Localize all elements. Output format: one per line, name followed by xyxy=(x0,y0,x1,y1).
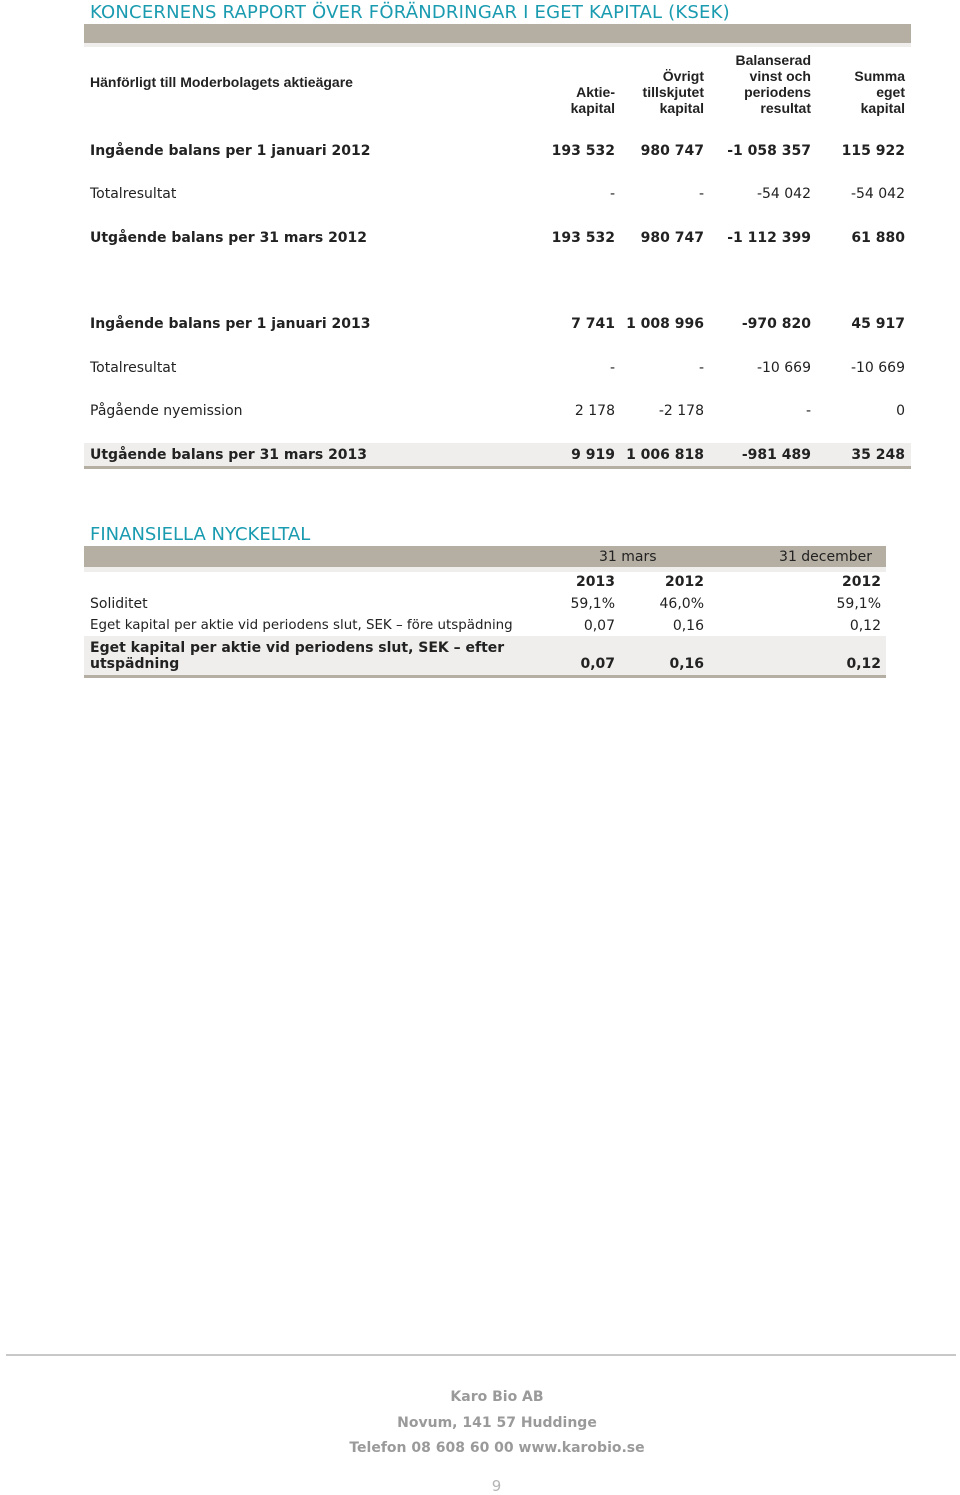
cell-value: - xyxy=(609,186,615,202)
cell-value: 0,12 xyxy=(846,656,881,672)
cell-value: - xyxy=(698,360,704,376)
row-label: Ingående balans per 1 januari 2012 xyxy=(90,143,371,159)
cell-value: 46,0% xyxy=(659,596,704,612)
column-header-line: kapital xyxy=(570,100,615,116)
equity-report-title: KONCERNENS RAPPORT ÖVER FÖRÄNDRINGAR I EGET KAPITAL (KSEK) xyxy=(90,2,730,23)
column-header-line: Övrigt xyxy=(662,68,704,84)
footer-company: Karo Bio AB xyxy=(450,1389,544,1405)
column-header-line: resultat xyxy=(760,100,811,116)
column-header-line: kapital xyxy=(860,100,905,116)
cell-value: 193 532 xyxy=(551,230,615,246)
cell-value: -970 820 xyxy=(741,316,811,332)
cell-value: -1 058 357 xyxy=(727,143,811,159)
cell-value: -981 489 xyxy=(741,447,811,463)
cell-value: 9 919 xyxy=(571,447,615,463)
row-label: Soliditet xyxy=(90,596,148,612)
cell-value: 980 747 xyxy=(640,143,704,159)
footer-divider xyxy=(6,1354,956,1356)
cell-value: -1 112 399 xyxy=(727,230,811,246)
cell-value: 0,07 xyxy=(583,618,615,634)
cell-value: 193 532 xyxy=(551,143,615,159)
footer-contact: Telefon 08 608 60 00 www.karobio.se xyxy=(349,1440,645,1456)
column-header-summa-eget-kapital xyxy=(854,68,905,116)
row-label: Totalresultat xyxy=(90,186,177,202)
cell-value: 59,1% xyxy=(570,596,615,612)
cell-value: 115 922 xyxy=(841,143,905,159)
cell-value: -54 042 xyxy=(850,186,905,202)
key-figures-title: FINANSIELLA NYCKELTAL xyxy=(90,524,311,545)
column-header-line: eget xyxy=(876,84,905,100)
cell-value: 35 248 xyxy=(851,447,905,463)
row-label: Eget kapital per aktie vid periodens slut, SEK – före utspädning xyxy=(90,618,513,633)
column-header-balanserad-vinst xyxy=(736,52,811,116)
cell-value: -10 669 xyxy=(756,360,811,376)
group-header-31-december: 31 december xyxy=(779,549,872,565)
row-label: Utgående balans per 31 mars 2012 xyxy=(90,230,368,246)
column-header-ovrigt-tillskjutet xyxy=(643,68,704,116)
cell-value: 0,12 xyxy=(849,618,881,634)
column-header-line: Summa xyxy=(854,68,905,84)
cell-value: -54 042 xyxy=(756,186,811,202)
cell-value: - xyxy=(805,403,811,419)
key-figures-header-band xyxy=(84,546,886,567)
cell-value: 7 741 xyxy=(571,316,615,332)
year-header: 2012 xyxy=(665,574,704,590)
header-subband xyxy=(84,43,911,47)
cell-value: 45 917 xyxy=(851,316,905,332)
header-band xyxy=(84,24,911,43)
column-header-line: periodens xyxy=(744,84,811,100)
row-label-multiline xyxy=(90,640,504,672)
column-header-line: kapital xyxy=(659,100,704,116)
cell-value: 1 006 818 xyxy=(626,447,704,463)
cell-value: - xyxy=(609,360,615,376)
cell-value: 61 880 xyxy=(851,230,905,246)
footer-address: Novum, 141 57 Huddinge xyxy=(397,1415,597,1431)
column-header-line: Balanserad xyxy=(735,52,811,68)
cell-value: -10 669 xyxy=(850,360,905,376)
column-header-line: tillskjutet xyxy=(642,84,704,100)
page-number: 9 xyxy=(491,1477,502,1495)
cell-value: 0,07 xyxy=(580,656,615,672)
cell-value: 1 008 996 xyxy=(626,316,704,332)
cell-value: 0,16 xyxy=(672,618,704,634)
cell-value: -2 178 xyxy=(658,403,704,419)
cell-value: 2 178 xyxy=(574,403,615,419)
cell-value: 980 747 xyxy=(640,230,704,246)
row-label: Pågående nyemission xyxy=(90,403,243,419)
year-header: 2012 xyxy=(842,574,881,590)
key-figures-bottom-rule xyxy=(84,675,886,678)
column-header-line: vinst och xyxy=(749,68,811,84)
row-label: Ingående balans per 1 januari 2013 xyxy=(90,316,371,332)
row-label: Totalresultat xyxy=(90,360,177,376)
column-header-aktiekapital xyxy=(571,84,615,116)
key-figures-subband xyxy=(84,567,886,572)
total-row-bottom-rule xyxy=(84,466,911,469)
cell-value: - xyxy=(698,186,704,202)
cell-value: 0 xyxy=(896,403,905,419)
header-label: Hänförligt till Moderbolagets aktieägare xyxy=(90,74,353,90)
cell-value: 59,1% xyxy=(836,596,881,612)
row-label-line: Eget kapital per aktie vid periodens slut, SEK – efter xyxy=(90,640,505,656)
year-header: 2013 xyxy=(576,574,615,590)
column-header-line: Aktie- xyxy=(576,84,615,100)
group-header-31-mars: 31 mars xyxy=(599,549,657,565)
row-label-line: utspädning xyxy=(90,656,180,672)
cell-value: 0,16 xyxy=(669,656,704,672)
row-label: Utgående balans per 31 mars 2013 xyxy=(90,447,368,463)
